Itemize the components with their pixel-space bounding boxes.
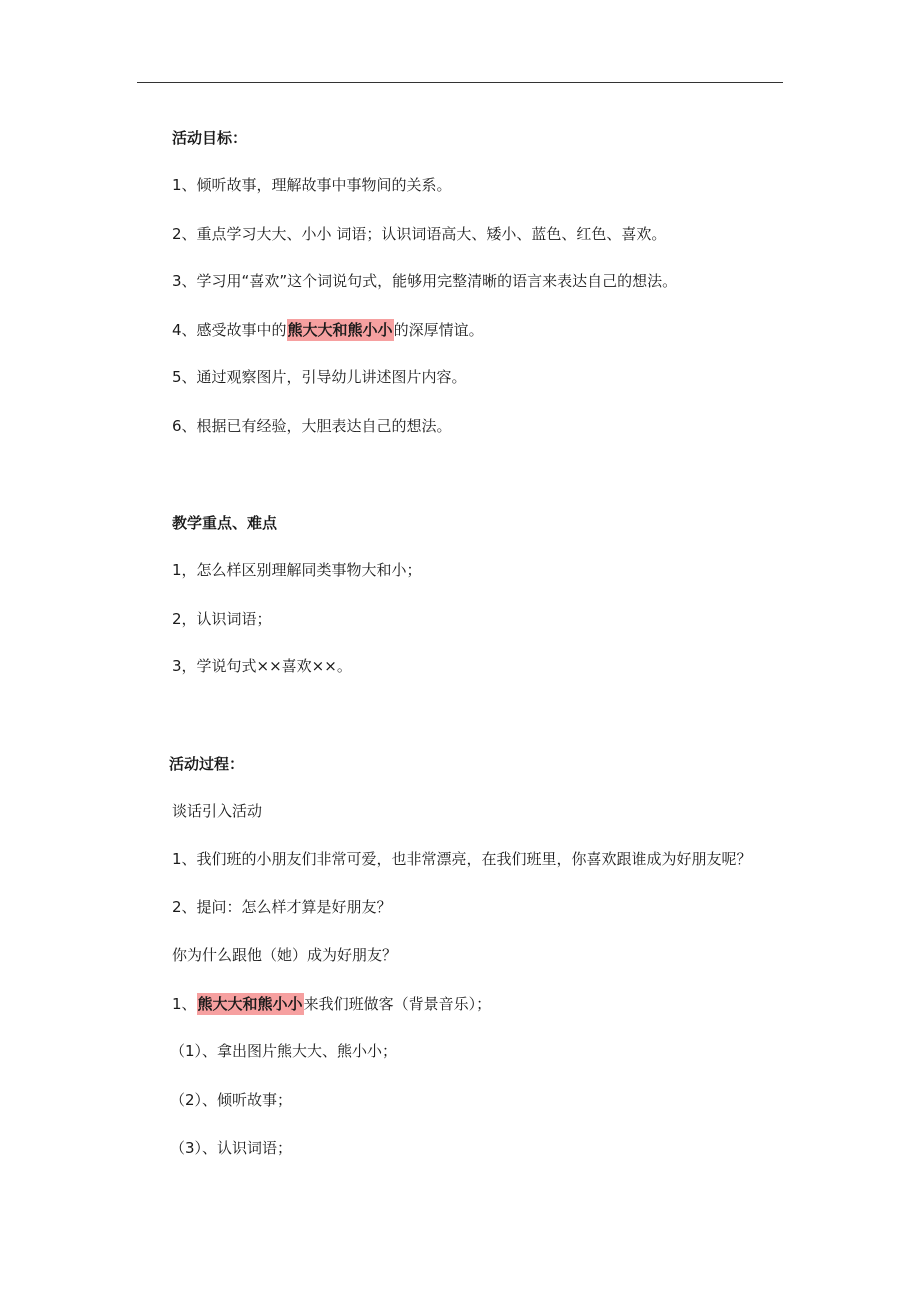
- goal-item-5: 5、通过观察图片，引导幼儿讲述图片内容。: [172, 368, 467, 386]
- section-title-process: 活动过程：: [169, 755, 245, 773]
- process-step-1: [172, 993, 491, 1015]
- highlighted-bear-names-2: 熊大大和熊小小: [197, 995, 303, 1013]
- process-step-1-prefix: 1、: [172, 995, 197, 1013]
- goal-item-4-suffix: 的深厚情谊。: [393, 321, 484, 339]
- goal-item-6: 6、根据已有经验，大胆表达自己的想法。: [172, 417, 452, 435]
- process-question-2: 2、提问：怎么样才算是好朋友？: [172, 898, 392, 916]
- highlighted-bear-names: 熊大大和熊小小: [287, 321, 393, 339]
- focus-item-3: 3，学说句式××喜欢××。: [172, 657, 352, 675]
- focus-item-2: 2，认识词语；: [172, 610, 272, 628]
- goal-item-2: 2、重点学习大大、小小 词语；认识词语高大、矮小、蓝色、红色、喜欢。: [172, 225, 667, 243]
- process-intro: 谈话引入活动: [172, 802, 263, 820]
- goal-item-4-prefix: 4、感受故事中的: [172, 321, 287, 339]
- goal-item-4: [172, 319, 484, 341]
- goal-item-3: 3、学习用“喜欢”这个词说句式，能够用完整清晰的语言来表达自己的想法。: [172, 272, 678, 290]
- process-question-3: 你为什么跟他（她）成为好朋友？: [172, 946, 398, 964]
- process-substep-1: （1）、拿出图片熊大大、熊小小；: [170, 1042, 398, 1060]
- process-step-1-suffix: 来我们班做客（背景音乐）；: [303, 995, 492, 1013]
- goal-item-1: 1、倾听故事，理解故事中事物间的关系。: [172, 176, 452, 194]
- process-question-1: 1、我们班的小朋友们非常可爱，也非常漂亮，在我们班里，你喜欢跟谁成为好朋友呢？: [172, 850, 752, 868]
- section-title-goals: 活动目标：: [172, 129, 248, 147]
- process-substep-2: （2）、倾听故事；: [170, 1091, 293, 1109]
- process-substep-3: （3）、认识词语；: [170, 1139, 293, 1157]
- section-title-focus: 教学重点、难点: [172, 514, 278, 532]
- header-rule: [137, 82, 783, 83]
- focus-item-1: 1，怎么样区别理解同类事物大和小；: [172, 561, 422, 579]
